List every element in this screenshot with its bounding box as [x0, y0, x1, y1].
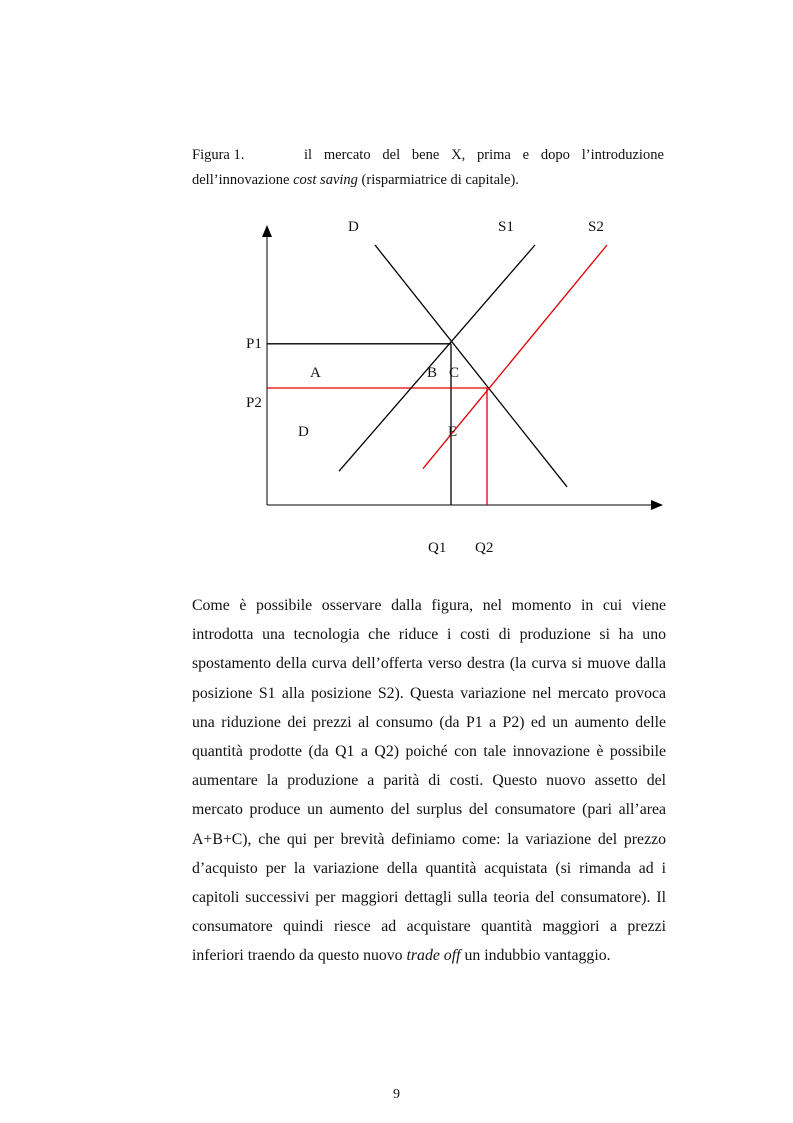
tick-label-p2: P2	[246, 395, 262, 411]
area-label-c: C	[449, 365, 460, 381]
supply-demand-chart	[230, 210, 680, 570]
caption-italic-term: cost saving	[293, 172, 358, 188]
caption-word: mercato	[323, 147, 371, 163]
y-axis-arrow-icon	[262, 225, 272, 237]
area-label-b: B	[427, 365, 438, 381]
caption-word: l’introduzione	[581, 147, 664, 163]
curve-label-s2: S2	[588, 219, 604, 235]
italic-term: trade off	[406, 947, 461, 965]
figure-label: Figura 1.	[192, 147, 245, 163]
caption-line-1	[192, 143, 664, 168]
paragraph-text-end: un indubbio vantaggio.	[460, 947, 611, 965]
caption-word: il	[304, 147, 313, 163]
caption-line-2	[192, 168, 664, 193]
caption-word: del	[382, 147, 401, 163]
series-line-d	[375, 245, 567, 487]
caption-text: (risparmiatrice di capitale).	[357, 172, 519, 188]
caption-word: prima	[477, 147, 511, 163]
paragraph-1	[192, 591, 666, 971]
caption-word: e	[522, 147, 530, 163]
area-label-d: D	[298, 424, 309, 440]
caption-word: X,	[451, 147, 466, 163]
tick-label-q1: Q1	[428, 540, 447, 556]
area-label-a: A	[310, 365, 321, 381]
tick-label-q2: Q2	[475, 540, 494, 556]
paragraph-text: Come è possibile osservare dalla figura, nel momento in cui viene introdotta una tecnologia che riduce i costi di produzione si ha uno spostamento della curva dell’offerta verso destra (la curva si muove dalla posizione S1 alla posizione S2). Questa variazione nel mercato provoca una riduzione dei prezzi al consumo (da P1 a P2) ed un aumento delle quantità prodotte (da Q1 a Q2) poiché con tale innovazione è possibile aumentare la produzione a parità di costi. Questo nuovo assetto del mercato produce un aumento del surplus del consumatore (pari all’area A+B+C), che qui per brevità definiamo come: la variazione del prezzo d’acquisto per la variazione della quantità acquistata (si rimanda ad i capitoli successivi per maggiori dettagli sulla teoria del consumatore). Il consumatore quindi riesce ad acquistare quantità maggiori a prezzi inferiori traendo da questo nuovo	[192, 597, 666, 965]
caption-text: dell’innovazione	[192, 172, 294, 188]
body-paragraph	[192, 591, 666, 971]
tick-label-p1: P1	[246, 336, 262, 352]
x-axis-arrow-icon	[651, 500, 663, 510]
caption-words	[304, 143, 664, 168]
figure-caption	[192, 143, 664, 193]
series-line-s1	[339, 245, 535, 471]
page-number: 9	[393, 1087, 400, 1102]
curve-label-s1: S1	[498, 219, 514, 235]
caption-word: dopo	[540, 147, 570, 163]
curve-label-d: D	[348, 219, 359, 235]
caption-word: bene	[411, 147, 440, 163]
chart-svg	[230, 210, 680, 570]
area-label-e: E	[448, 424, 458, 440]
